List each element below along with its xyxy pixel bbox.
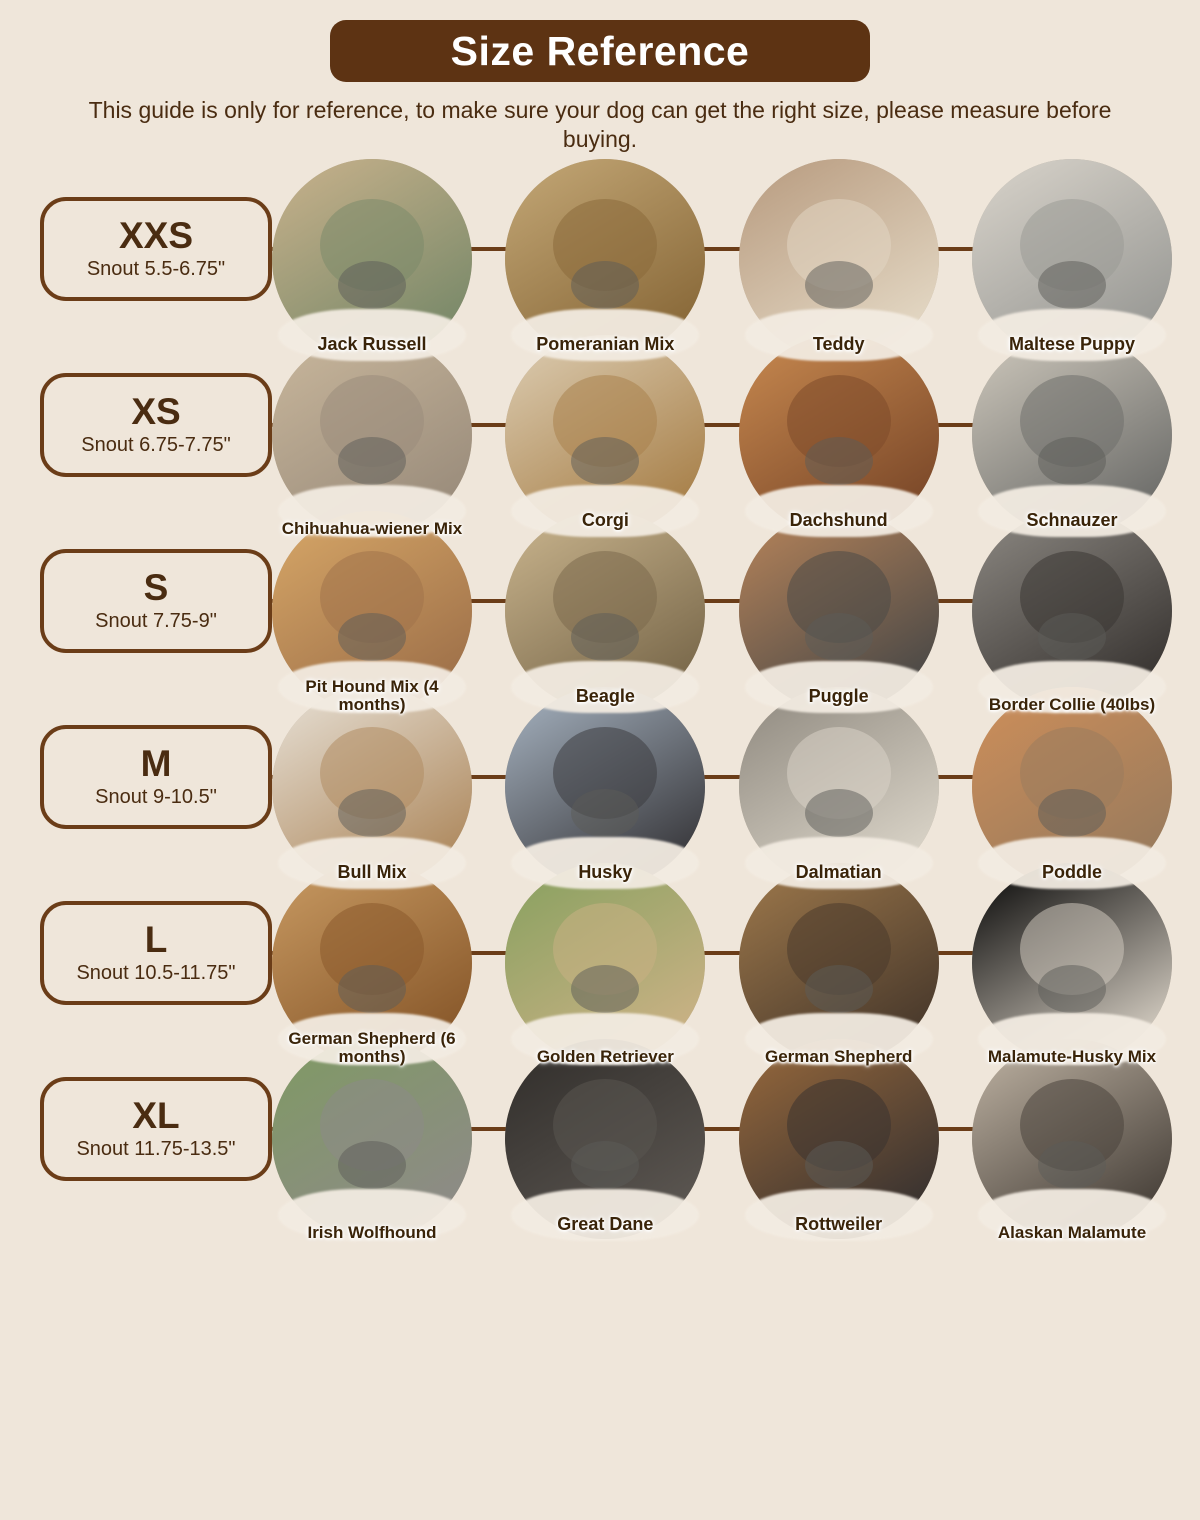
size-snout-range: Snout 6.75-7.75": [81, 433, 231, 456]
size-row: [0, 345, 1200, 539]
dog-photo-item: [272, 1039, 472, 1243]
size-snout-range: Snout 5.5-6.75": [86, 257, 226, 280]
dog-photo-group: [272, 863, 1172, 1067]
size-snout-range: Snout 11.75-13.5": [76, 1137, 236, 1160]
dog-photo-group: [272, 335, 1172, 539]
size-name: M: [140, 742, 172, 784]
size-name: L: [144, 918, 168, 960]
size-snout-range: Snout 10.5-11.75": [76, 961, 236, 984]
dog-breed-caption: Chihuahua-wiener Mix: [281, 519, 463, 539]
dog-photo-item: [972, 335, 1172, 535]
dog-photo-item: [505, 1039, 705, 1239]
dog-photo-item: [972, 1039, 1172, 1243]
dog-photo-item: [272, 511, 472, 715]
dog-photo-item: [505, 335, 705, 535]
dog-photo-item: [739, 1039, 939, 1239]
dog-photo-item: [972, 159, 1172, 359]
dog-photo-item: [272, 335, 472, 539]
dog-breed-caption: Irish Wolfhound: [307, 1223, 437, 1243]
dog-breed-caption: Dachshund: [789, 510, 888, 531]
dog-breed-caption: German Shepherd (6 months): [288, 1028, 456, 1067]
dog-photo-item: [505, 159, 705, 359]
size-row: [0, 697, 1200, 883]
size-label-pill: [40, 373, 272, 477]
size-row: [0, 873, 1200, 1067]
dog-photo-item: [272, 863, 472, 1067]
size-name: S: [143, 566, 169, 608]
size-name: XS: [131, 390, 181, 432]
dog-breed-caption: Pomeranian Mix: [536, 334, 675, 355]
dog-photo-item: [272, 159, 472, 359]
dog-breed-caption: Jack Russell: [317, 334, 427, 355]
dog-photo-item: [739, 863, 939, 1067]
dog-photo-item: [972, 687, 1172, 887]
dog-breed-caption: Puggle: [808, 686, 869, 707]
dog-breed-caption: Border Collie (40lbs): [988, 695, 1156, 715]
size-name: XL: [132, 1094, 180, 1136]
dog-breed-caption: Alaskan Malamute: [997, 1223, 1147, 1243]
dog-breed-caption: Rottweiler: [795, 1214, 883, 1235]
page-title-bar: [330, 20, 870, 82]
dog-photo-item: [739, 159, 939, 359]
dog-breed-caption: Golden Retriever: [536, 1047, 674, 1067]
dog-breed-caption: Corgi: [581, 510, 629, 531]
size-row: [0, 169, 1200, 355]
size-label-pill: [40, 549, 272, 653]
dog-breed-caption: Poddle: [1041, 862, 1102, 883]
size-label-pill: [40, 197, 272, 301]
dog-breed-caption: Schnauzer: [1026, 510, 1118, 531]
size-row: [0, 1049, 1200, 1243]
dog-photo-item: [972, 511, 1172, 715]
dog-photo-item: [739, 511, 939, 711]
dog-breed-caption: Beagle: [575, 686, 635, 707]
size-label-pill: [40, 1077, 272, 1181]
dog-breed-caption: Husky: [578, 862, 633, 883]
page-subtitle: This guide is only for reference, to make sure your dog can get the right size, please measure before buying.: [88, 97, 1112, 153]
dog-breed-caption: Bull Mix: [337, 862, 407, 883]
dog-breed-caption: German Shepherd: [764, 1047, 913, 1067]
dog-photo-item: [972, 863, 1172, 1067]
dog-breed-caption: Dalmatian: [795, 862, 882, 883]
size-snout-range: Snout 7.75-9": [95, 609, 217, 632]
dog-photo-item: [272, 687, 472, 887]
dog-breed-caption: Pit Hound Mix (4 months): [305, 676, 439, 715]
size-label-pill: [40, 725, 272, 829]
dog-breed-caption: Maltese Puppy: [1008, 334, 1135, 355]
size-label-pill: [40, 901, 272, 1005]
dog-photo-item: [505, 687, 705, 887]
dog-photo-group: [272, 159, 1172, 355]
size-row: [0, 521, 1200, 715]
dog-photo-item: [739, 335, 939, 535]
dog-breed-caption: Teddy: [812, 334, 865, 355]
size-rows-container: [0, 169, 1200, 1243]
dog-photo-item: [505, 863, 705, 1067]
size-name: XXS: [118, 214, 194, 256]
dog-photo-item: [739, 687, 939, 887]
dog-breed-caption: Malamute-Husky Mix: [987, 1047, 1157, 1067]
dog-breed-caption: Great Dane: [557, 1214, 654, 1235]
size-snout-range: Snout 9-10.5": [95, 785, 217, 808]
page-title: Size Reference: [450, 27, 750, 74]
dog-photo-item: [505, 511, 705, 711]
